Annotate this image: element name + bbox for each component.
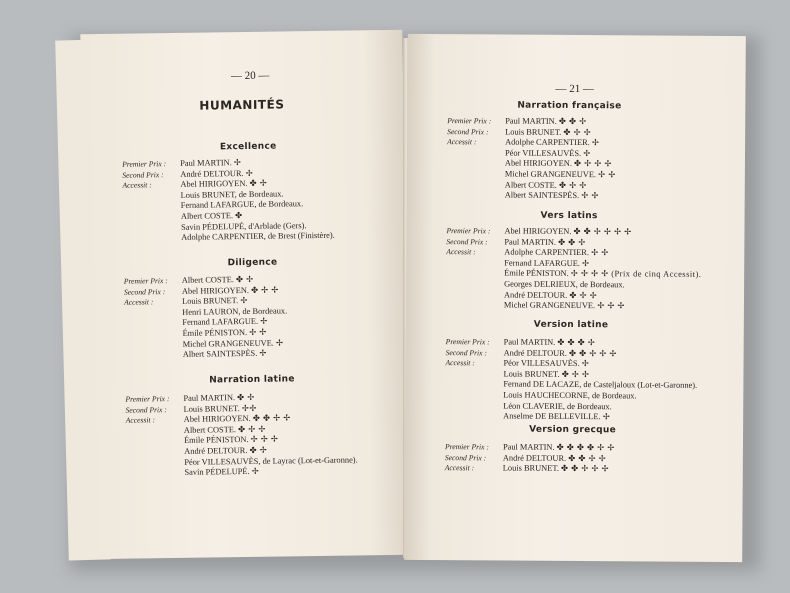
prior-award-marks: ✢ — [259, 348, 267, 358]
student-entry — [505, 180, 587, 191]
student-entry — [504, 359, 590, 370]
student-name: André DELTOUR. — [502, 453, 567, 463]
student-name: Michel GRANGENEUVE. — [503, 300, 596, 311]
section-list-narration-latine — [125, 391, 401, 480]
prior-award-marks: ✢ — [602, 412, 611, 422]
prior-award-marks: ✢ ✢ — [249, 327, 267, 337]
award-label: Second Prix : — [447, 126, 489, 136]
student-entry — [505, 138, 599, 149]
prior-award-marks: ✢ — [583, 148, 591, 158]
student-name: Louis BRUNET. — [502, 463, 559, 474]
student-name: Émile PÉNISTON. — [182, 327, 248, 338]
student-name: Savin PÉDELUPÉ, d'Arblade (Gers). — [180, 220, 307, 232]
student-entry — [504, 237, 586, 248]
prior-award-marks: ✤ ✢ — [237, 392, 255, 403]
award-label: Premier Prix : — [444, 442, 490, 452]
section-heading-version-latine: Version latine — [533, 319, 609, 331]
section-heading-narration-francaise: Narration française — [517, 100, 622, 112]
section-list-diligence — [124, 273, 400, 362]
student-name: Fernand LAFARGUE. — [504, 258, 580, 268]
student-entry — [503, 401, 612, 412]
student-name: Albert SAINTESPÈS. — [182, 348, 258, 360]
prior-award-marks: ✤ ✢ ✢ — [238, 424, 266, 434]
student-name: Savin PÉDELUPÉ. — [184, 467, 250, 478]
award-label: Premier Prix : — [122, 159, 167, 169]
prior-award-marks: ✢ — [581, 359, 590, 369]
award-label: Second Prix : — [445, 347, 487, 357]
prior-award-marks: ✤ ✤ ✢ ✢ ✢ — [561, 464, 610, 474]
section-list-excellence — [122, 156, 398, 245]
section-heading-excellence: Excellence — [219, 141, 277, 153]
prior-award-marks: ✤ ✢ ✢ ✢ — [573, 159, 612, 169]
award-row — [445, 463, 737, 476]
award-row — [445, 411, 737, 424]
prior-award-marks: ✢ — [251, 466, 260, 477]
prior-award-marks: ✢ — [581, 258, 590, 268]
student-name: Fernand LAFARGUE, de Bordeaux. — [180, 199, 304, 211]
student-name: Abel HIRIGOYEN. — [183, 414, 251, 425]
award-label: Premier Prix : — [446, 226, 491, 236]
right-page — [404, 34, 746, 562]
section-heading-diligence: Diligence — [227, 257, 278, 269]
student-name: Émile PÉNISTON. — [183, 435, 249, 446]
award-label: Premier Prix : — [445, 337, 490, 347]
student-entry — [504, 290, 597, 301]
award-label: Accessit : — [445, 358, 475, 368]
prior-award-marks: ✢ — [245, 168, 254, 178]
prior-award-marks: ✤ ✤ ✢ — [558, 116, 587, 127]
left-page-title: HUMANITÉS — [199, 97, 285, 113]
prior-award-marks: ✤ ✤ ✢ — [558, 237, 586, 247]
student-name: Louis HAUCHECORNE, de Bordeaux. — [503, 390, 637, 401]
student-name: Paul MARTIN. — [180, 158, 232, 168]
student-name: Louis BRUNET. — [183, 403, 240, 414]
section-list-version-latine — [445, 337, 738, 424]
student-name: Louis BRUNET, de Bordeaux. — [180, 189, 284, 200]
student-entry — [503, 443, 615, 454]
student-name: Péor VILLESAUVÈS. — [503, 358, 580, 369]
right-page-number: — 21 — — [555, 82, 595, 96]
student-name: Abel HIRIGOYEN. — [180, 179, 248, 190]
student-entry — [505, 148, 591, 159]
award-row — [447, 190, 739, 203]
prior-award-marks: ✤ ✢ ✢ — [558, 180, 587, 190]
prior-award-marks: ✤ ✢ — [249, 178, 268, 189]
award-label: Second Prix : — [125, 404, 167, 415]
award-label: Accessit : — [125, 415, 156, 425]
left-page — [80, 30, 409, 559]
award-label: Second Prix : — [122, 169, 164, 180]
student-name: Paul MARTIN. — [504, 237, 557, 247]
student-name: Anselme DE BELLEVILLE. — [503, 411, 601, 422]
left-page-number: — 20 — — [230, 69, 270, 83]
student-name: Fernand DE LACAZE, de Casteljaloux (Lot-et-Garonne). — [503, 379, 698, 391]
prior-award-marks: ✤ ✤ ✢ ✢ ✢ ✢ — [573, 226, 632, 237]
prior-award-marks: ✢ — [233, 158, 242, 168]
section-list-version-grecque — [445, 442, 737, 476]
student-entry — [503, 412, 610, 423]
prior-award-marks: ✤ ✢ ✢ — [561, 369, 590, 379]
student-name: Abel HIRIGOYEN. — [504, 226, 572, 236]
section-heading-narration-latine: Narration latine — [209, 374, 295, 386]
student-name: Abel HIRIGOYEN. — [504, 158, 572, 169]
student-name: Georges DELRIEUX, de Bordeaux. — [504, 279, 625, 290]
student-name: Michel GRANGENEUVE. — [504, 169, 597, 180]
prior-award-marks: ✢✢ — [241, 403, 257, 413]
student-entry — [504, 248, 608, 259]
prior-award-marks: ✤ ✤ ✢ ✢ ✢ — [568, 348, 617, 358]
section-list-vers-latins — [446, 226, 739, 313]
student-name: André DELTOUR. — [184, 445, 248, 456]
student-name: Albert COSTE. — [181, 275, 234, 285]
award-label: Accessit : — [444, 463, 475, 473]
student-name: Paul MARTIN. — [505, 116, 557, 126]
section-heading-version-grecque: Version grecque — [529, 424, 617, 436]
prior-award-marks: ✢ ✢ — [598, 170, 616, 180]
prior-award-marks: ✤ ✤ ✤ ✤ ✢ ✢ — [556, 442, 615, 453]
student-entry — [505, 159, 612, 170]
prior-award-marks: ✤ ✤ ✢ ✢ — [568, 453, 607, 463]
student-entry — [184, 467, 259, 479]
prior-award-marks: ✢ — [260, 317, 268, 327]
student-name: Albert COSTE. — [183, 424, 237, 435]
section-list-narration-francaise — [447, 116, 740, 203]
student-entry — [504, 301, 625, 312]
award-label: Accessit : — [124, 297, 154, 307]
award-label: Premier Prix : — [125, 394, 170, 404]
prior-award-marks: ✤ ✢ ✢ — [569, 290, 598, 300]
student-name: André DELTOUR. — [503, 348, 567, 358]
student-name: Fernand LAFARGUE. — [182, 317, 259, 328]
student-name: Péor VILLESAUVÈS, de Layrac (Lot-et-Garonne). — [184, 455, 358, 467]
student-entry — [503, 464, 609, 475]
student-name: André DELTOUR. — [180, 168, 244, 179]
student-name: Paul MARTIN. — [183, 393, 236, 403]
student-entry — [505, 127, 591, 138]
award-label: Premier Prix : — [123, 276, 168, 286]
section-heading-vers-latins: Vers latins — [540, 210, 598, 222]
student-name: Louis BRUNET. — [182, 296, 239, 307]
prior-award-marks: ✢ — [275, 338, 284, 348]
student-entry — [504, 279, 625, 290]
student-entry — [505, 191, 599, 202]
student-entry — [181, 231, 335, 244]
student-entry — [504, 338, 596, 349]
prior-award-marks: ✤ — [235, 210, 243, 221]
student-name: Péor VILLESAUVÈS. — [504, 148, 582, 158]
prior-award-marks: ✢ — [591, 138, 600, 148]
student-name: Adolphe CARPENTIER. — [504, 247, 590, 258]
award-label: Accessit : — [446, 247, 476, 257]
award-label: Premier Prix : — [447, 116, 492, 126]
award-label: Second Prix : — [446, 236, 488, 246]
student-entry — [503, 369, 589, 380]
prior-award-marks: ✤ ✤ ✤ ✢ — [557, 337, 596, 348]
prior-award-marks: ✢ ✢ ✢ — [597, 301, 626, 311]
student-entry — [505, 117, 587, 128]
student-entry — [183, 349, 267, 361]
student-entry — [503, 453, 606, 464]
prior-award-marks: ✤ ✢ — [249, 445, 268, 455]
student-name: Henri LAURON, de Bordeaux. — [182, 306, 288, 317]
award-row — [446, 300, 738, 313]
student-name: Léon CLAVERIE, de Bordeaux. — [503, 401, 612, 411]
student-name: Albert COSTE. — [180, 211, 234, 221]
student-name: Louis BRUNET. — [503, 369, 560, 379]
student-name: Louis BRUNET. — [505, 127, 562, 137]
student-name: Paul MARTIN. — [502, 442, 555, 452]
prior-award-marks: ✢ — [240, 296, 248, 306]
award-label: Accessit : — [122, 180, 152, 190]
prior-award-marks: ✤ ✤ ✢ ✢ — [252, 413, 291, 424]
prior-award-marks: ✢ ✢ ✢ — [250, 434, 279, 445]
prior-award-marks: ✢ ✢ — [581, 191, 599, 201]
student-name: Albert COSTE. — [504, 180, 557, 190]
award-label: Second Prix : — [444, 452, 487, 462]
student-name: Albert SAINTESPÈS. — [504, 190, 580, 201]
student-name: Abel HIRIGOYEN. — [181, 285, 250, 296]
student-name: Adolphe CARPENTIER, de Brest (Finistère). — [181, 230, 335, 243]
student-name: Michel GRANGENEUVE. — [182, 338, 274, 349]
award-label: Second Prix : — [123, 286, 166, 297]
prior-award-marks: ✢ ✢ ✢ ✢ (Prix de cinq Accessit). — [570, 269, 702, 280]
prior-award-marks: ✤ ✢ — [235, 274, 254, 285]
prior-award-marks: ✤ ✢ ✢ — [563, 127, 592, 137]
student-entry — [505, 169, 616, 180]
student-name: Paul MARTIN. — [503, 337, 556, 347]
award-label: Accessit : — [447, 137, 477, 147]
prior-award-marks: ✢ ✢ — [591, 248, 609, 258]
student-name: Adolphe CARPENTIER. — [505, 137, 590, 148]
student-name: Émile PÉNISTON. — [504, 268, 569, 279]
prior-award-marks: ✤ ✢ ✢ — [250, 285, 279, 295]
student-name: André DELTOUR. — [503, 290, 568, 300]
